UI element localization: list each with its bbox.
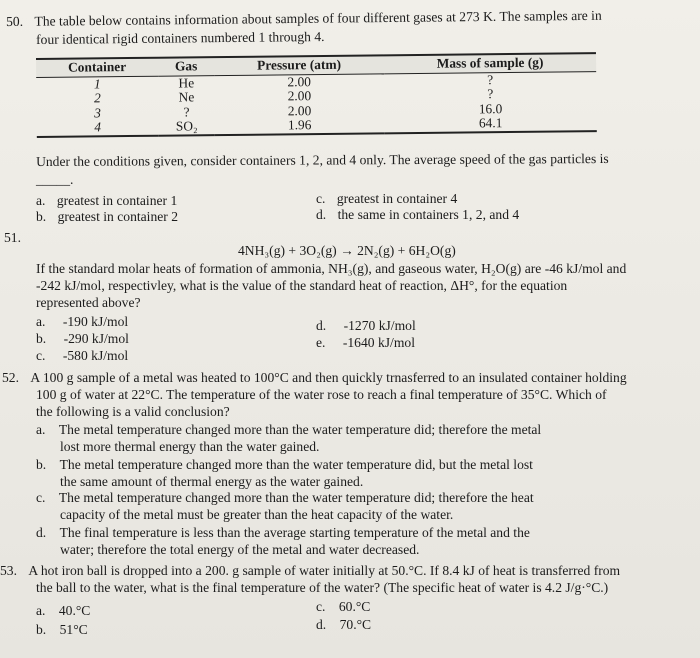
table-cell: 2.00	[287, 102, 312, 118]
question-number: 51.	[4, 230, 21, 245]
question-number: 50.	[6, 13, 24, 29]
choice-a	[36, 603, 90, 619]
choice-text: -190 kJ/mol	[62, 314, 129, 329]
choice-letter: a.	[36, 193, 46, 208]
choice-letter: d.	[316, 207, 327, 222]
choice-letter: c.	[36, 348, 46, 363]
choice-a	[36, 422, 541, 438]
choice-text-continued: capacity of the metal must be greater than the heat capacity of the water.	[60, 507, 454, 522]
choice-letter: c.	[36, 490, 46, 505]
choice-text: the same in containers 1, 2, and 4	[337, 207, 520, 222]
choice-c	[36, 348, 128, 364]
question-stem: The table below contains information about samples of four different gases at 273 K. The samples are in	[34, 7, 602, 29]
choice-letter: a.	[36, 314, 46, 329]
choice-letter: d.	[36, 525, 47, 540]
choice-a	[36, 193, 177, 209]
choice-letter: c.	[316, 191, 326, 206]
choice-text: 40.°C	[58, 603, 91, 618]
col-header: Gas	[158, 57, 214, 76]
question-stem-continued: four identical rigid containers numbered 1 through 4.	[36, 28, 325, 47]
table-cell: 1.96	[215, 117, 385, 134]
choice-letter: b.	[36, 622, 47, 637]
table-cell: SO₂	[159, 119, 215, 135]
choice-text: -580 kJ/mol	[62, 348, 129, 363]
choice-text: greatest in container 2	[57, 209, 179, 224]
choice-text: -290 kJ/mol	[63, 331, 129, 346]
choice-letter: b.	[36, 457, 47, 472]
col-header: Mass of sample (g)	[384, 53, 596, 73]
choice-letter: e.	[316, 335, 326, 350]
choice-c	[36, 490, 534, 506]
table-cell: Ne	[178, 89, 195, 105]
choice-letter: a.	[36, 603, 46, 618]
table-cell: 4	[37, 120, 159, 137]
choice-b	[36, 457, 533, 473]
choice-letter: b.	[36, 331, 47, 346]
choice-text: greatest in container 4	[336, 191, 458, 206]
answer-blank: _____.	[36, 172, 74, 187]
table-cell: 2	[93, 90, 101, 106]
table-cell: 16.0	[478, 100, 503, 116]
choice-text: 70.°C	[339, 617, 372, 632]
question-stem-continued: 100 g of water at 22°C. The temperature of the water rose to reach a final temperature of 35°C. Which of	[36, 387, 607, 402]
question-stem-continued: the ball to the water, what is the final temperature of the water? (The specific heat of water is 4.2 J/g·°C.)	[36, 580, 609, 595]
question-number: 52.	[2, 370, 19, 385]
choice-d	[316, 617, 371, 633]
choice-c	[316, 599, 370, 615]
choice-text: -1270 kJ/mol	[343, 318, 416, 333]
choice-text: The metal temperature changed more than the water temperature did, but the metal lost	[59, 457, 533, 472]
choice-b	[36, 209, 178, 225]
question-number: 53.	[0, 563, 17, 578]
choice-text: 60.°C	[338, 599, 371, 614]
table-cell: 1	[93, 75, 101, 91]
choice-b	[36, 331, 129, 347]
choice-text: greatest in container 1	[56, 193, 178, 208]
reaction-equation: 4NH₃(g) + 3O₂(g) → 2N₂(g) + 6H₂O(g)	[238, 243, 456, 258]
choice-b	[36, 622, 88, 638]
question-stem: A 100 g sample of a metal was heated to 100°C and then quickly trnasferred to an insulated container holding	[30, 370, 627, 385]
choice-text-continued: the same amount of thermal energy as the water gained.	[60, 474, 364, 489]
question-stem-continued: represented above?	[36, 295, 141, 310]
choice-d	[316, 318, 416, 334]
choice-e	[316, 335, 415, 351]
choice-letter: d.	[316, 617, 327, 632]
choice-text: The final temperature is less than the average starting temperature of the metal and the	[59, 525, 530, 540]
gas-samples-table	[36, 52, 597, 137]
question-stem-continued: the following is a valid conclusion?	[36, 404, 230, 419]
choice-letter: b.	[36, 209, 47, 224]
table-cell: 64.1	[385, 115, 597, 133]
choice-letter: d.	[316, 318, 327, 333]
choice-text: -1640 kJ/mol	[342, 335, 415, 350]
question-follow-up: Under the conditions given, consider containers 1, 2, and 4 only. The average speed of the gas particles is	[36, 151, 609, 169]
choice-c	[316, 191, 457, 207]
choice-letter: c.	[316, 599, 326, 614]
table-cell: 2.00	[287, 73, 312, 89]
table-cell: ?	[487, 71, 494, 87]
choice-text: 51°C	[59, 622, 88, 637]
choice-text-continued: water; therefore the total energy of the metal and water decreased.	[60, 542, 420, 557]
table-cell: He	[178, 74, 195, 91]
col-header: Pressure (atm)	[214, 55, 384, 75]
choice-text: The metal temperature changed more than the water temperature did; therefore the heat	[58, 490, 534, 505]
table-cell: ?	[487, 86, 494, 102]
col-header: Container	[36, 58, 158, 77]
choice-text: The metal temperature changed more than the water temperature did; therefore the metal	[58, 422, 542, 437]
table-cell: 2.00	[287, 88, 312, 104]
question-stem-continued: -242 kJ/mol, respectivley, what is the value of the standard heat of reaction, ΔH°, for the equation	[36, 278, 568, 293]
choice-d	[36, 525, 530, 541]
table-cell: 3	[94, 104, 102, 120]
question-stem: If the standard molar heats of formation of ammonia, NH₃(g), and gaseous water, H₂O(g) are -46 kJ/mol and	[36, 261, 627, 276]
table-cell: ?	[183, 103, 190, 119]
question-stem: A hot iron ball is dropped into a 200. g sample of water initially at 50.°C. If 8.4 kJ of heat is transferred from	[28, 563, 621, 578]
choice-d	[316, 207, 519, 223]
choice-text-continued: lost more thermal energy than the water gained.	[60, 439, 320, 454]
choice-letter: a.	[36, 422, 46, 437]
choice-a	[36, 314, 128, 330]
